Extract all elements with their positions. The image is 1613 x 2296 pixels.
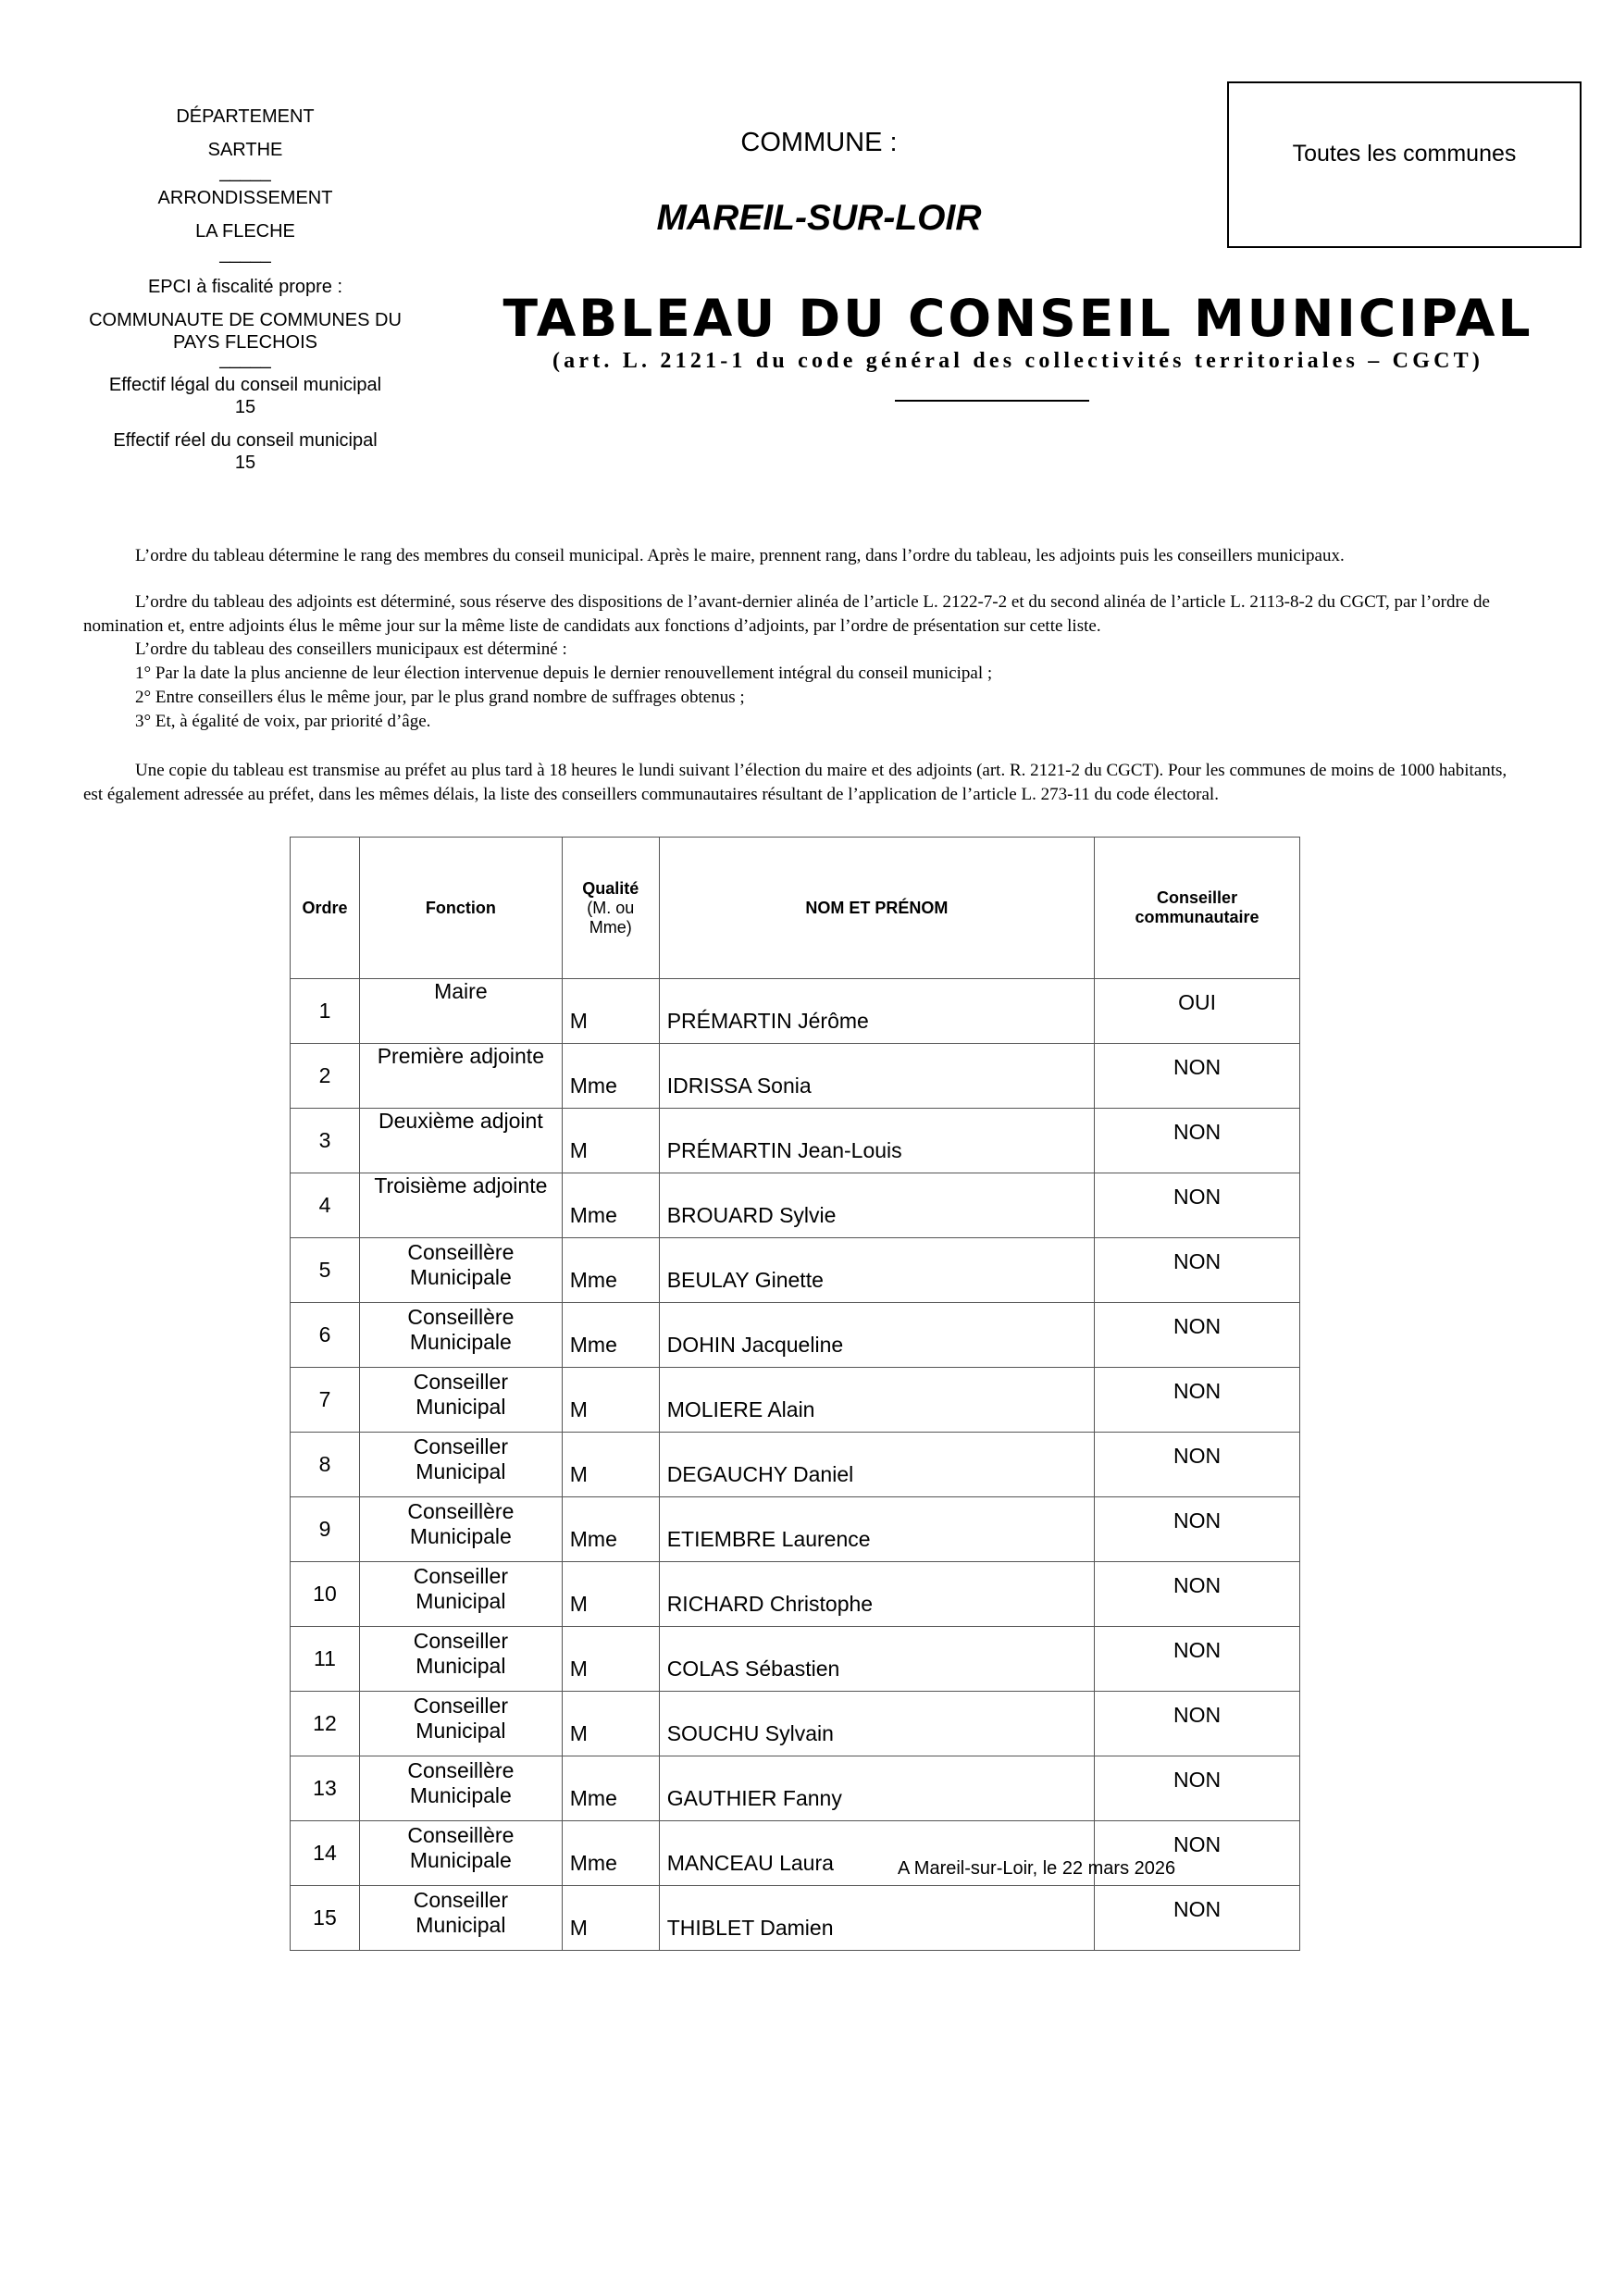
cell-conseiller-communautaire: NON — [1095, 1303, 1300, 1368]
fonction-line: Conseillère — [407, 1305, 515, 1329]
cell-fonction — [359, 1497, 562, 1562]
table-row — [291, 1303, 1300, 1368]
header-qualite-sub1: (M. ou — [587, 898, 635, 917]
cell-ordre: 2 — [291, 1044, 360, 1109]
scope-box-text: Toutes les communes — [1292, 141, 1517, 167]
table-row — [291, 1756, 1300, 1821]
cell-qualite: M — [562, 1109, 659, 1173]
cell-nom: ETIEMBRE Laurence — [659, 1497, 1094, 1562]
cell-qualite: M — [562, 979, 659, 1044]
title-rule — [895, 400, 1089, 402]
table-row — [291, 1562, 1300, 1627]
table-row — [291, 1368, 1300, 1433]
cell-qualite: M — [562, 1692, 659, 1756]
cell-nom: RICHARD Christophe — [659, 1562, 1094, 1627]
cell-qualite: Mme — [562, 1821, 659, 1886]
departement-label: DÉPARTEMENT — [176, 106, 315, 127]
page-title: TABLEAU DU CONSEIL MUNICIPAL — [503, 289, 1533, 348]
cell-qualite: M — [562, 1562, 659, 1627]
departement-value: SARTHE — [207, 140, 283, 160]
table-row — [291, 1173, 1300, 1238]
separator: _____ — [219, 162, 271, 182]
cell-conseiller-communautaire: NON — [1095, 1497, 1300, 1562]
cell-qualite: M — [562, 1627, 659, 1692]
cell-nom: MANCEAU Laura — [659, 1821, 1094, 1886]
header-fonction: Fonction — [359, 838, 562, 979]
header-conseiller-communautaire — [1095, 838, 1300, 979]
council-table — [290, 837, 1300, 1951]
table-row — [291, 979, 1300, 1044]
cell-qualite: Mme — [562, 1044, 659, 1109]
header-cc-line2: communautaire — [1135, 908, 1259, 926]
separator: _____ — [219, 243, 271, 264]
header-qualite-sub2: Mme) — [589, 917, 632, 937]
cell-nom: DEGAUCHY Daniel — [659, 1433, 1094, 1497]
commune-name: MAREIL-SUR-LOIR — [656, 198, 982, 238]
table-row — [291, 1044, 1300, 1109]
cell-nom: PRÉMARTIN Jérôme — [659, 979, 1094, 1044]
header-nom: NOM ET PRÉNOM — [659, 838, 1094, 979]
cell-nom: SOUCHU Sylvain — [659, 1692, 1094, 1756]
cell-ordre: 11 — [291, 1627, 360, 1692]
fonction-line: Conseiller — [413, 1888, 508, 1912]
fonction-line: Conseiller — [413, 1564, 508, 1588]
table-row — [291, 1238, 1300, 1303]
cell-ordre: 8 — [291, 1433, 360, 1497]
cell-nom: DOHIN Jacqueline — [659, 1303, 1094, 1368]
fonction-line: Municipale — [409, 1783, 512, 1807]
cell-conseiller-communautaire: NON — [1095, 1238, 1300, 1303]
cell-qualite: Mme — [562, 1303, 659, 1368]
header-qualite-title: Qualité — [582, 878, 639, 898]
effectif-legal-label: Effectif légal du conseil municipal — [108, 375, 382, 395]
cell-ordre: 3 — [291, 1109, 360, 1173]
cell-fonction — [359, 1303, 562, 1368]
cell-conseiller-communautaire: NON — [1095, 1627, 1300, 1692]
table-row — [291, 1433, 1300, 1497]
cell-ordre: 13 — [291, 1756, 360, 1821]
fonction-line: Municipal — [416, 1459, 506, 1483]
cell-ordre: 5 — [291, 1238, 360, 1303]
intro-item-3: 3° Et, à égalité de voix, par priorité d’âge. — [135, 712, 431, 731]
cell-qualite: M — [562, 1886, 659, 1951]
table-row — [291, 1109, 1300, 1173]
cell-qualite: Mme — [562, 1497, 659, 1562]
cell-ordre: 6 — [291, 1303, 360, 1368]
fonction-line: Municipal — [416, 1913, 506, 1937]
cell-conseiller-communautaire: NON — [1095, 1109, 1300, 1173]
cell-nom: COLAS Sébastien — [659, 1627, 1094, 1692]
epci-value-line2: PAYS FLECHOIS — [173, 332, 317, 353]
arrondissement-value: LA FLECHE — [195, 221, 295, 242]
effectif-reel-label: Effectif réel du conseil municipal — [113, 430, 378, 451]
fonction-line: Conseiller — [413, 1629, 508, 1653]
cell-fonction — [359, 1173, 562, 1238]
fonction-line: Municipale — [409, 1524, 512, 1548]
epci-label: EPCI à fiscalité propre : — [147, 277, 343, 297]
fonction-line: Conseiller — [413, 1694, 508, 1718]
fonction-line: Conseillère — [407, 1499, 515, 1523]
fonction-line: Conseiller — [413, 1434, 508, 1458]
fonction-line: Troisième adjointe — [374, 1173, 548, 1198]
cell-fonction — [359, 1044, 562, 1109]
table-row — [291, 1627, 1300, 1692]
cell-nom: MOLIERE Alain — [659, 1368, 1094, 1433]
cell-nom: BROUARD Sylvie — [659, 1173, 1094, 1238]
header-qualite — [562, 838, 659, 979]
cell-fonction — [359, 1886, 562, 1951]
scope-box — [1227, 81, 1582, 248]
fonction-line: Municipal — [416, 1589, 506, 1613]
cell-nom: PRÉMARTIN Jean-Louis — [659, 1109, 1094, 1173]
cell-fonction — [359, 979, 562, 1044]
fonction-line: Municipal — [416, 1654, 506, 1678]
arrondissement-label: ARRONDISSEMENT — [157, 188, 333, 208]
fonction-line: Deuxième adjoint — [378, 1109, 543, 1133]
effectif-legal-value: 15 — [234, 397, 256, 417]
fonction-line: Première adjointe — [377, 1044, 544, 1068]
council-table-body — [291, 979, 1300, 1951]
cell-ordre: 12 — [291, 1692, 360, 1756]
table-header-row — [291, 838, 1300, 979]
cell-conseiller-communautaire: NON — [1095, 1044, 1300, 1109]
fonction-line: Conseiller — [413, 1370, 508, 1394]
table-row — [291, 1692, 1300, 1756]
signature-line: A Mareil-sur-Loir, le 22 mars 2026 — [898, 1858, 1176, 1879]
fonction-line: Municipal — [416, 1395, 506, 1419]
cell-conseiller-communautaire: NON — [1095, 1433, 1300, 1497]
cell-ordre: 7 — [291, 1368, 360, 1433]
intro-paragraph-4: Une copie du tableau est transmise au préfet au plus tard à 18 heures le lundi suivant l’élection du maire et des adjoints (art. R. 2121-2 du CGCT). Pour les communes de moins de 1000 habitants, est également adressée au préfet, dans les mêmes délais, la liste des conseillers communautaires résultant de l’application de l’article L. 273-11 du code électoral. — [83, 761, 1508, 804]
table-row — [291, 1886, 1300, 1951]
fonction-line: Municipal — [416, 1719, 506, 1743]
fonction-line: Conseillère — [407, 1240, 515, 1264]
cell-qualite: M — [562, 1368, 659, 1433]
cell-fonction — [359, 1627, 562, 1692]
cell-conseiller-communautaire: NON — [1095, 1562, 1300, 1627]
cell-nom: IDRISSA Sonia — [659, 1044, 1094, 1109]
fonction-line: Municipale — [409, 1848, 512, 1872]
intro-paragraph-3: L’ordre du tableau des conseillers municipaux est déterminé : — [135, 639, 567, 659]
cell-fonction — [359, 1238, 562, 1303]
commune-label: COMMUNE : — [740, 128, 898, 157]
cell-fonction — [359, 1433, 562, 1497]
cell-conseiller-communautaire: NON — [1095, 1886, 1300, 1951]
fonction-line: Conseillère — [407, 1823, 515, 1847]
cell-qualite: M — [562, 1433, 659, 1497]
cell-ordre: 9 — [291, 1497, 360, 1562]
cell-nom: GAUTHIER Fanny — [659, 1756, 1094, 1821]
page-subtitle: (art. L. 2121-1 du code général des collectivités territoriales – CGCT) — [552, 349, 1484, 373]
cell-ordre: 1 — [291, 979, 360, 1044]
cell-nom: BEULAY Ginette — [659, 1238, 1094, 1303]
cell-fonction — [359, 1368, 562, 1433]
fonction-line: Municipale — [409, 1330, 512, 1354]
cell-fonction — [359, 1562, 562, 1627]
cell-fonction — [359, 1821, 562, 1886]
cell-conseiller-communautaire: NON — [1095, 1173, 1300, 1238]
cell-ordre: 15 — [291, 1886, 360, 1951]
effectif-reel-value: 15 — [234, 453, 256, 473]
fonction-line: Conseillère — [407, 1758, 515, 1782]
cell-conseiller-communautaire: NON — [1095, 1756, 1300, 1821]
cell-ordre: 4 — [291, 1173, 360, 1238]
cell-ordre: 14 — [291, 1821, 360, 1886]
cell-conseiller-communautaire: NON — [1095, 1368, 1300, 1433]
cell-conseiller-communautaire: NON — [1095, 1692, 1300, 1756]
cell-qualite: Mme — [562, 1173, 659, 1238]
fonction-line: Municipale — [409, 1265, 512, 1289]
cell-fonction — [359, 1692, 562, 1756]
intro-item-2: 2° Entre conseillers élus le même jour, par le plus grand nombre de suffrages obtenus ; — [135, 688, 745, 707]
intro-paragraph-2: L’ordre du tableau des adjoints est déterminé, sous réserve des dispositions de l’avant-dernier alinéa de l’article L. 2122-7-2 et du second alinéa de l’article L. 2113-8-2 du CGCT, par l’ordre de nomination et, entre adjoints élus le même jour sur la même liste de candidats aux fonctions d’adjoints, par l’ordre de présentation sur cette liste. — [83, 592, 1490, 636]
cell-fonction — [359, 1109, 562, 1173]
cell-fonction — [359, 1756, 562, 1821]
cell-qualite: Mme — [562, 1238, 659, 1303]
intro-item-1: 1° Par la date la plus ancienne de leur élection intervenue depuis le dernier renouvellement intégral du conseil municipal ; — [135, 664, 993, 683]
header-cc-line1: Conseiller — [1157, 888, 1238, 907]
cell-conseiller-communautaire: OUI — [1095, 979, 1300, 1044]
cell-conseiller-communautaire: NON — [1095, 1821, 1300, 1886]
cell-qualite: Mme — [562, 1756, 659, 1821]
cell-ordre: 10 — [291, 1562, 360, 1627]
table-row — [291, 1497, 1300, 1562]
header-ordre: Ordre — [291, 838, 360, 979]
cell-nom: THIBLET Damien — [659, 1886, 1094, 1951]
epci-value-line1: COMMUNAUTE DE COMMUNES DU — [89, 310, 402, 330]
administrative-info — [56, 100, 435, 474]
intro-paragraph-1: L’ordre du tableau détermine le rang des membres du conseil municipal. Après le maire, prennent rang, dans l’ordre du tableau, les adjoints puis les conseillers municipaux. — [135, 546, 1345, 565]
separator: _____ — [219, 349, 271, 369]
fonction-line: Maire — [434, 979, 488, 1003]
